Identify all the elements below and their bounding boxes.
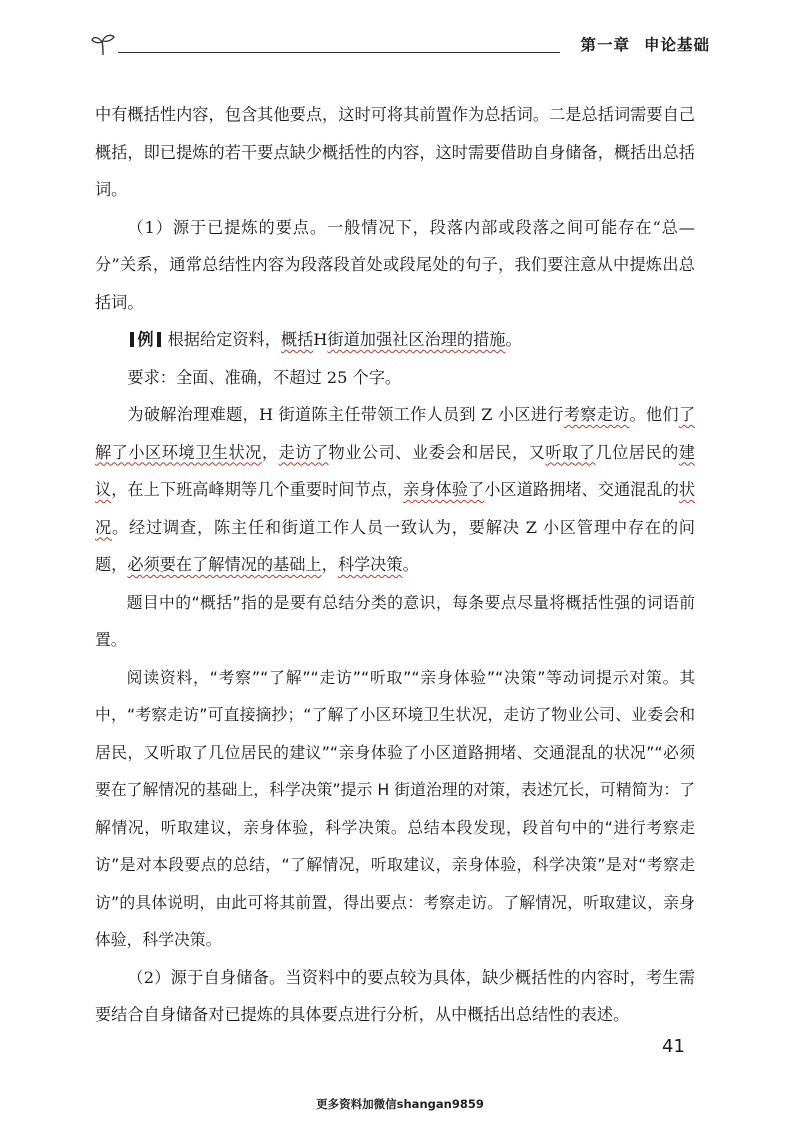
page-number: 41 xyxy=(662,1036,685,1057)
footer-watermark: 更多资料加微信shangan9859 xyxy=(316,1097,484,1111)
chapter-number: 第一章 xyxy=(580,36,630,54)
example-tag: 例 xyxy=(127,330,163,349)
paragraph-source-2: （2）源于自身储备。当资料中的要点较为具体，缺少概括性的内容时，考生需要结合自身储备对已提炼的具体要点进行分析，从中概括出总结性的表述。 xyxy=(95,967,695,1024)
example-material: 为破解治理难题，H 街道陈主任带领工作人员到 Z 小区进行考察走访。他们了解了小区环境卫生状况，走访了物业公司、业委会和居民，又听取了几位居民的建议，在上下班高峰期等几个重要时间节点，亲身体验了小区道路拥堵、交通混乱的状况。经过调查，陈主任和街道工作人员一致认为，要解决 Z 小区管理中存在的问题，必须要在了解情况的基础上，科学决策。 xyxy=(95,405,696,574)
chapter-title xyxy=(580,33,710,55)
analysis-intro: 题目中的“概括”指的是要有总结分类的意识，每条要点尽量将概括性强的词语前置。 xyxy=(95,592,695,649)
example-prompt: 例 根据给定资料，概括H街道加强社区治理的措施。 xyxy=(95,321,695,359)
sprout-icon xyxy=(90,32,116,56)
analysis-body: 阅读资料，“考察”“了解”“走访”“听取”“亲身体验”“决策”等动词提示对策。其中，“考察走访”可直接摘抄；“了解了小区环境卫生状况，走访了物业公司、业委会和居民，又听取了几位居民的建议”“亲身体验了小区道路拥堵、交通混乱的状况”“必须要在了解情况的基础上，科学决策”提示 H 街道治理的对策，表述冗长，可精简为：了解情况，听取建议，亲身体验，科学决策。总结本段发现，段首句中的“进行考察走访”是对本段要点的总结，“了解情况，听取建议，亲身体验，科学决策”是对“考察走访”的具体说明，由此可将其前置，得出要点：考察走访。了解情况，听取建议，亲身体验，科学决策。 xyxy=(95,667,695,949)
paragraph-source-1: （1）源于已提炼的要点。一般情况下，段落内部或段落之间可能存在“总—分”关系，通常总结性内容为段落段首处或段尾处的句子，我们要注意从中提炼出总括词。 xyxy=(95,217,695,312)
paragraph-continued: 中有概括性内容，包含其他要点，这时可将其前置作为总括词。二是总括词需要自己概括，即已提炼的若干要点缺少概括性的内容，这时需要借助自身储备，概括出总括词。 xyxy=(95,105,695,199)
page-body xyxy=(95,96,695,1034)
running-header xyxy=(90,30,710,60)
header-rule xyxy=(118,52,560,53)
example-requirement: 要求：全面、准确，不超过 25 个字。 xyxy=(127,367,402,387)
section-title: 申论基础 xyxy=(643,36,710,54)
